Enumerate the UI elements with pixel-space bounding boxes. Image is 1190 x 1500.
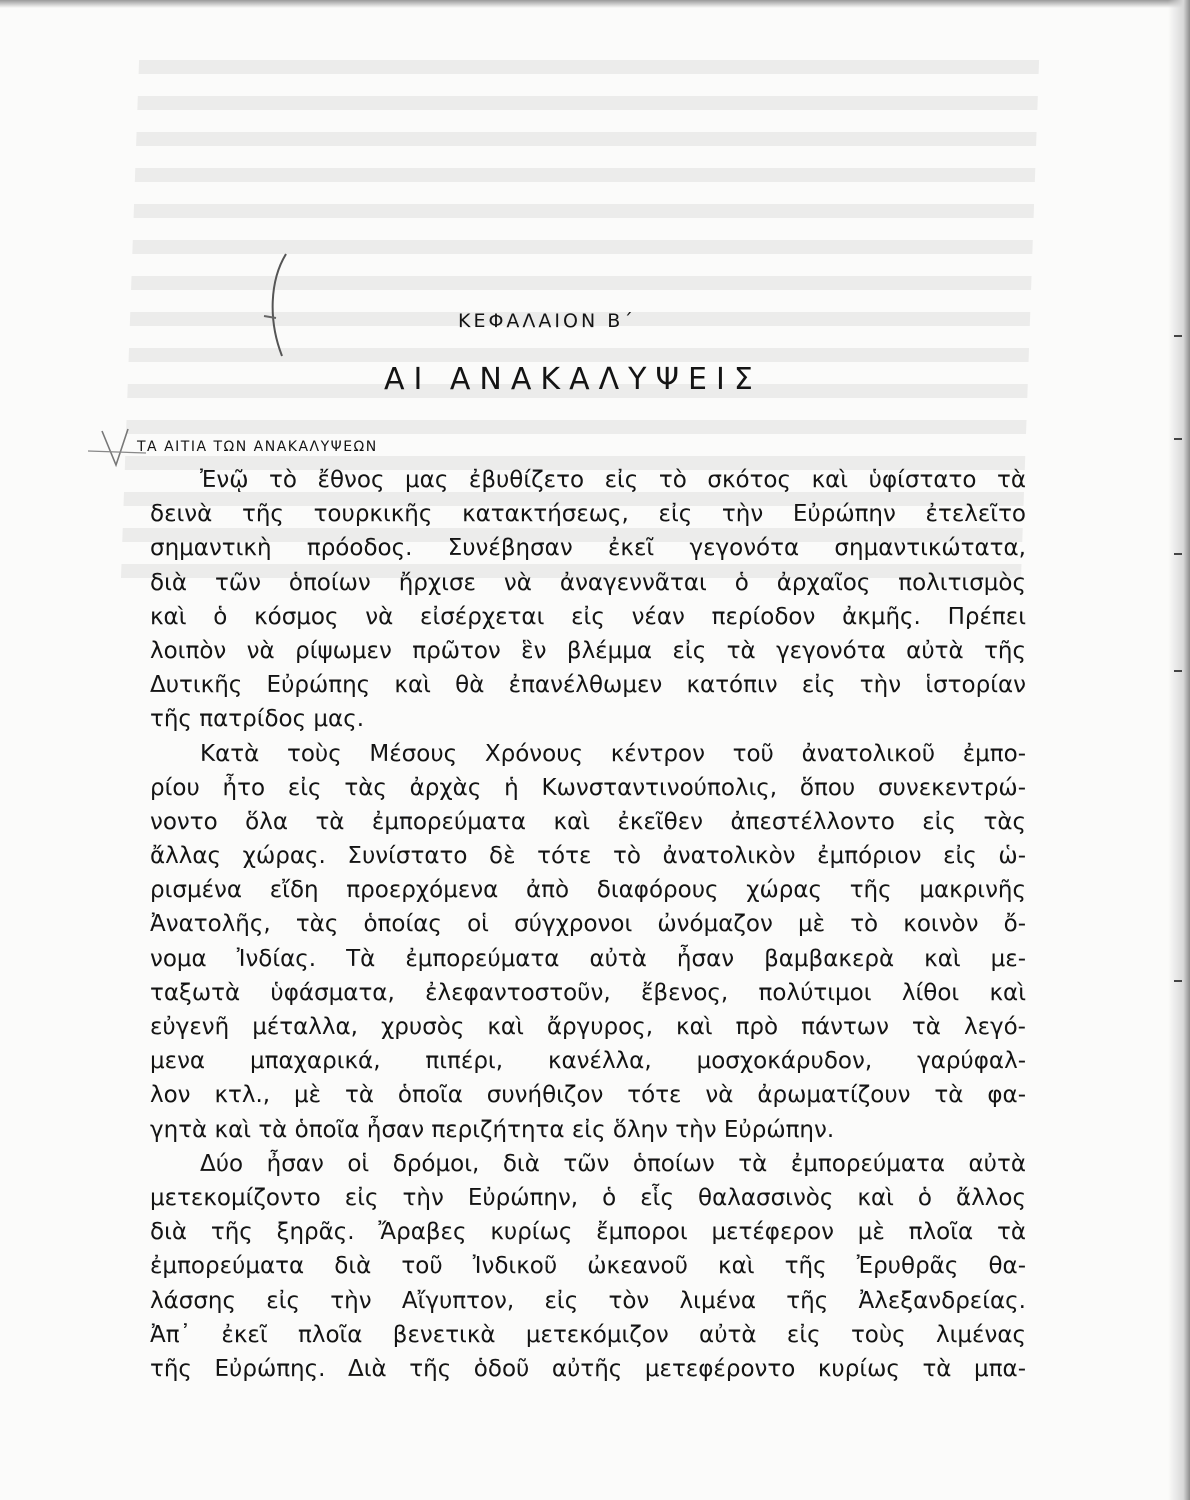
edge-tick xyxy=(1174,335,1182,337)
text-line: Δυτικῆς Εὐρώπης καὶ θὰ ἐπανέλθωμεν κατόπιν εἰς τὴν ἱστορίαν xyxy=(150,672,1026,699)
text-line: ταξωτὰ ὑφάσματα, ἐλεφαντοστοῦν, ἔβενος, πολύτιμοι λίθοι καὶ xyxy=(150,979,1026,1006)
text-line: μετεκομίζοντο εἰς τὴν Εὐρώπην, ὁ εἷς θαλασσινὸς καὶ ὁ ἄλλος xyxy=(150,1184,1026,1211)
text-line: νοντο ὅλα τὰ ἐμπορεύματα καὶ ἐκεῖθεν ἀπεστέλλοντο εἰς τὰς xyxy=(150,808,1026,835)
body-text xyxy=(150,463,1026,1386)
text-line: Ἐνῷ τὸ ἔθνος μας ἐβυθίζετο εἰς τὸ σκότος καὶ ὑφίστατο τὰ xyxy=(200,467,1026,493)
text-line: ἐμπορεύματα διὰ τοῦ Ἰνδικοῦ ὠκεανοῦ καὶ τῆς Ἐρυθρᾶς θα- xyxy=(150,1253,1026,1280)
text-line: τῆς πατρίδος μας. xyxy=(150,706,365,733)
text-line: καὶ ὁ κόσμος νὰ εἰσέρχεται εἰς νέαν περίοδον ἀκμῆς. Πρέπει xyxy=(150,603,1026,630)
text-line: λον κτλ., μὲ τὰ ὁποῖα συνήθιζον τότε νὰ ἀρωματίζουν τὰ φα- xyxy=(150,1082,1026,1109)
text-line: Δύο ἦσαν οἱ δρόμοι, διὰ τῶν ὁποίων τὰ ἐμπορεύματα αὐτὰ xyxy=(200,1150,1026,1177)
text-line: δεινὰ τῆς τουρκικῆς κατακτήσεως, εἰς τὴν Εὐρώπην ἐτελεῖτο xyxy=(150,501,1026,528)
text-line: Κατὰ τοὺς Μέσους Χρόνους κέντρον τοῦ ἀνατολικοῦ ἐμπο- xyxy=(200,740,1026,767)
text-line: Ἀνατολῆς, τὰς ὁποίας οἱ σύγχρονοι ὠνόμαζον μὲ τὸ κοινὸν ὄ- xyxy=(150,911,1026,938)
text-line: γητὰ καὶ τὰ ὁποῖα ἦσαν περιζήτητα εἰς ὅλην τὴν Εὐρώπην. xyxy=(150,1116,835,1143)
text-line: εὐγενῆ μέταλλα, χρυσὸς καὶ ἄργυρος, καὶ πρὸ πάντων τὰ λεγό- xyxy=(150,1014,1026,1040)
edge-tick xyxy=(1174,670,1182,672)
text-line: λάσσης εἰς τὴν Αἴγυπτον, εἰς τὸν λιμένα τῆς Ἀλεξανδρείας. xyxy=(150,1287,1026,1314)
text-line: ἄλλας χώρας. Συνίστατο δὲ τότε τὸ ἀνατολικὸν ἐμπόριον εἰς ὡ- xyxy=(150,843,1026,870)
page-right-edge xyxy=(1168,0,1190,1500)
text-line: Ἀπ᾽ ἐκεῖ πλοῖα βενετικὰ μετεκόμιζον αὐτὰ εἰς τοὺς λιμένας xyxy=(150,1321,1026,1348)
text-line: σημαντικὴ πρόοδος. Συνέβησαν ἐκεῖ γεγονότα σημαντικώτατα, xyxy=(150,535,1026,562)
chapter-label: ΚΕΦΑΛΑΙΟΝ Β΄ xyxy=(458,310,636,332)
text-line: νομα Ἰνδίας. Τὰ ἐμπορεύματα αὐτὰ ἦσαν βαμβακερὰ καὶ με- xyxy=(150,945,1026,972)
edge-tick xyxy=(1174,980,1182,982)
text-line: διὰ τῶν ὁποίων ἤρχισε νὰ ἀναγεννᾶται ὁ ἀρχαῖος πολιτισμὸς xyxy=(150,569,1026,596)
text-line: διὰ τῆς ξηρᾶς. Ἄραβες κυρίως ἔμποροι μετέφερον μὲ πλοῖα τὰ xyxy=(150,1219,1026,1246)
section-heading: ΤΑ ΑΙΤΙΑ ΤΩΝ ΑΝΑΚΑΛΥΨΕΩΝ xyxy=(137,439,378,455)
edge-tick xyxy=(1174,553,1182,555)
text-line: τῆς Εὐρώπης. Διὰ τῆς ὁδοῦ αὐτῆς μετεφέροντο κυρίως τὰ μπα- xyxy=(150,1355,1026,1382)
chapter-title: ΑΙ ΑΝΑΚΑΛΥΨΕΙΣ xyxy=(384,362,762,397)
page-top-edge xyxy=(0,0,1190,8)
text-line: ρίου ἦτο εἰς τὰς ἀρχὰς ἡ Κωνσταντινούπολις, ὅπου συνεκεντρώ- xyxy=(150,774,1026,801)
text-line: λοιπὸν νὰ ρίψωμεν πρῶτον ἓν βλέμμα εἰς τὰ γεγονότα αὐτὰ τῆς xyxy=(150,637,1026,664)
text-line: ρισμένα εἴδη προερχόμενα ἀπὸ διαφόρους χώρας τῆς μακρινῆς xyxy=(150,877,1026,904)
text-line: μενα μπαχαρικά, πιπέρι, κανέλλα, μοσχοκάρυδον, γαρύφαλ- xyxy=(150,1048,1026,1075)
pencil-mark-paren xyxy=(262,250,292,360)
edge-tick xyxy=(1174,438,1182,440)
